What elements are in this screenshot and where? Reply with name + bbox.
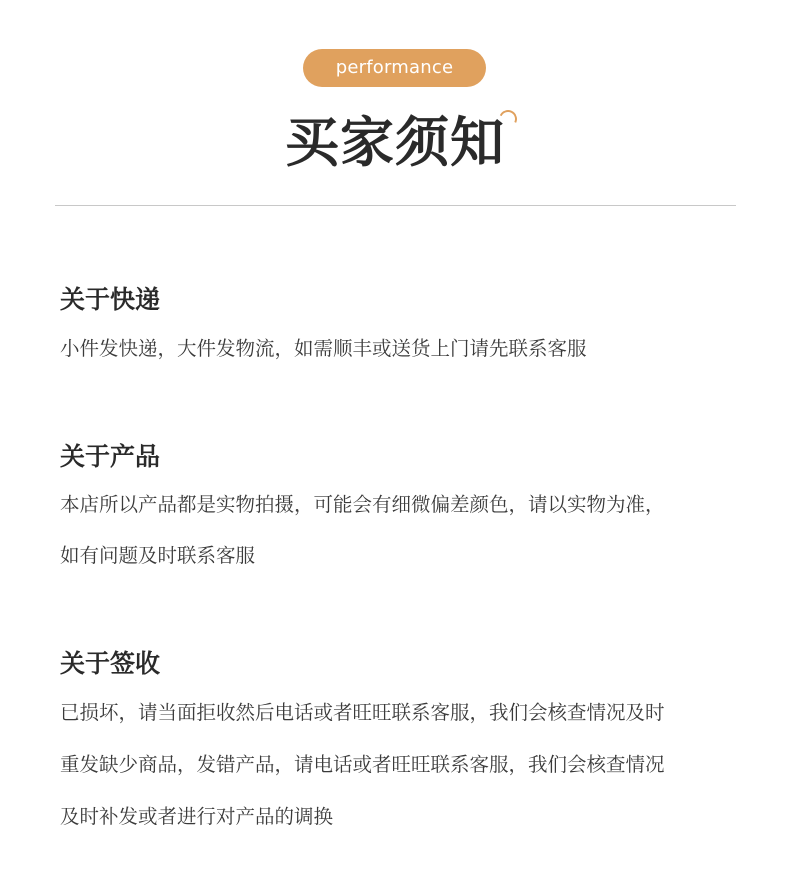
section-title-shipping: 关于快递 [60, 285, 161, 314]
section-title-receipt: 关于签收 [60, 649, 161, 678]
title-area [0, 108, 790, 178]
section-title-product: 关于产品 [60, 442, 161, 471]
performance-badge: performance [303, 49, 486, 87]
page-title-text: 买家须知 [285, 111, 505, 174]
page-title [285, 108, 505, 178]
section-text-product-line-2: 如有问题及时联系客服 [60, 544, 256, 567]
divider [55, 205, 736, 206]
section-text-receipt-line-1: 已损坏，请当面拒收然后电话或者旺旺联系客服，我们会核查情况及时 [60, 701, 665, 724]
section-text-receipt-line-3: 及时补发或者进行对产品的调换 [60, 805, 334, 828]
section-text-shipping-line-1: 小件发快递，大件发物流，如需顺丰或送货上门请先联系客服 [60, 337, 587, 360]
section-text-product-line-1: 本店所以产品都是实物拍摄，可能会有细微偏差颜色，请以实物为准， [60, 493, 665, 516]
section-text-receipt-line-2: 重发缺少商品，发错产品，请电话或者旺旺联系客服，我们会核查情况 [60, 753, 665, 776]
